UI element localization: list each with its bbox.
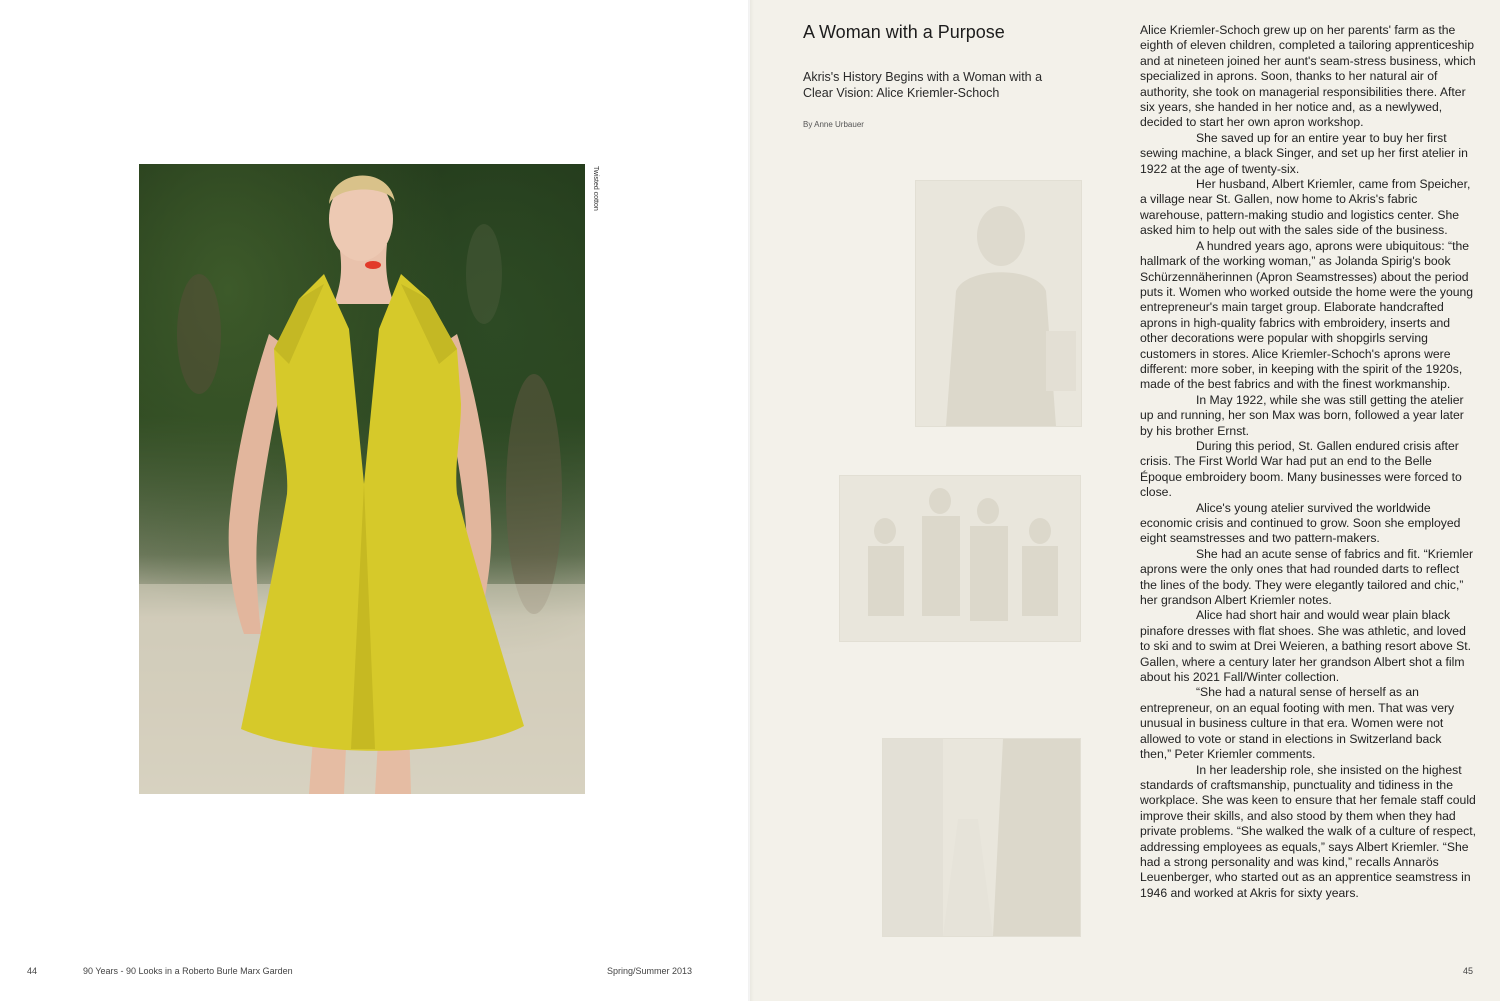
article-paragraph: In her leadership role, she insisted on the highest standards of craftsmanship, punctuality and tidiness in the workplace. She was keen to ensure that her female staff could improve their skills, and also stood by them when they had private problems. “She walked the walk of a culture of respect, addressing employees as equals,” says Albert Kriemler. “She had a strong personality and was kind,” recalls Annarös Leuenberger, who started out as an apprentice seamstress in 1946 and worked at Akris for sixty years. <box>1140 762 1476 900</box>
archive-portrait-illustration <box>916 181 1081 426</box>
archive-portrait-caption <box>938 430 940 437</box>
photo-caption-text: Twisted cotton <box>592 166 599 211</box>
runway-photo-illustration <box>139 164 585 794</box>
page-number-right: 45 <box>1463 966 1474 976</box>
article-byline: By Anne Urbauer <box>803 120 864 129</box>
archive-street-illustration <box>883 739 1080 936</box>
page-gutter <box>748 0 754 1001</box>
article-paragraph: During this period, St. Gallen endured crisis after crisis. The First World War had put an end to the Belle Époque embroidery boom. Many businesses were forced to close. <box>1140 438 1462 500</box>
page-number-left: 44 <box>27 966 38 976</box>
article-paragraph: Alice had short hair and would wear plain black pinafore dresses with flat shoes. She was athletic, and loved to ski and to swim at Drei Weieren, a bathing resort above St. Gallen, where a century later her grandson Albert shot a film about his 2021 Fall/Winter collection. <box>1140 608 1472 685</box>
photo-caption <box>589 166 601 226</box>
runway-photo <box>139 164 585 794</box>
archive-group-caption <box>858 645 860 652</box>
article-paragraph: Alice's young atelier survived the worldwide economic crisis and continued to grow. Soon she employed eight seamstresses and two pattern-makers. <box>1140 500 1461 546</box>
archive-portrait-image <box>915 180 1082 427</box>
article-paragraph: “She had a natural sense of herself as an entrepreneur, on an equal footing with men. That was very unusual in business culture in that era. Women were not allowed to vote or stand in elections in Switzerland back then,” Peter Kriemler comments. <box>1140 685 1455 762</box>
archive-group-illustration <box>840 476 1080 641</box>
article-title: A Woman with a Purpose <box>803 22 1005 42</box>
right-page <box>750 0 1500 1001</box>
article-paragraph: She had an acute sense of fabrics and fit. “Kriemler aprons were the only ones that had rounded darts to reflect the lines of the body. They were elegantly tailored and chic,” her grandson Albert Kriemler notes. <box>1140 546 1474 608</box>
article-paragraph: Her husband, Albert Kriemler, came from Speicher, a village near St. Gallen, now home to Akris's fabric warehouse, pattern-making studio and logistics center. She asked him to help out with the sales side of the business. <box>1140 177 1471 238</box>
article-paragraph: In May 1922, while she was still getting the atelier up and running, her son Max was born, followed a year later by his brother Ernst. <box>1140 392 1464 438</box>
archive-street-image <box>882 738 1081 937</box>
article-paragraph: A hundred years ago, aprons were ubiquitous: “the hallmark of the working woman,” as Jolanda Spirig's book Schürzennäherinnen (Apron Seamstresses) about the period puts it. Women who worked outside the home were the young entrepreneur's main target group. Elaborate handcrafted aprons in high-quality fabrics with embroidery, inserts and other decorations were popular with shopgirls serving customers in stores. Alice Kriemler-Schoch's aprons were different: more sober, in keeping with the spirit of the 1920s, made of the best fabrics and with the finest workmanship. <box>1140 238 1474 392</box>
article-paragraph: She saved up for an entire year to buy her first sewing machine, a black Singer, and set up her first atelier in 1922 at the age of twenty-six. <box>1140 130 1468 176</box>
article-body <box>1140 23 1476 901</box>
article-subtitle: Akris's History Begins with a Woman with a Clear Vision: Alice Kriemler-Schoch <box>803 70 1043 100</box>
season-label: Spring/Summer 2013 <box>607 966 693 976</box>
running-title: 90 Years - 90 Looks in a Roberto Burle Marx Garden <box>83 966 293 976</box>
archive-group-image <box>839 475 1081 642</box>
article-paragraph: Alice Kriemler-Schoch grew up on her parents' farm as the eighth of eleven children, completed a tailoring apprenticeship and at nineteen joined her aunt's seam-stress business, which specialized in aprons. Soon, thanks to her natural air of authority, she took on managerial responsibilities there. After six years, she handed in her notice and, as a newlywed, decided to start her own apron workshop. <box>1140 23 1476 130</box>
